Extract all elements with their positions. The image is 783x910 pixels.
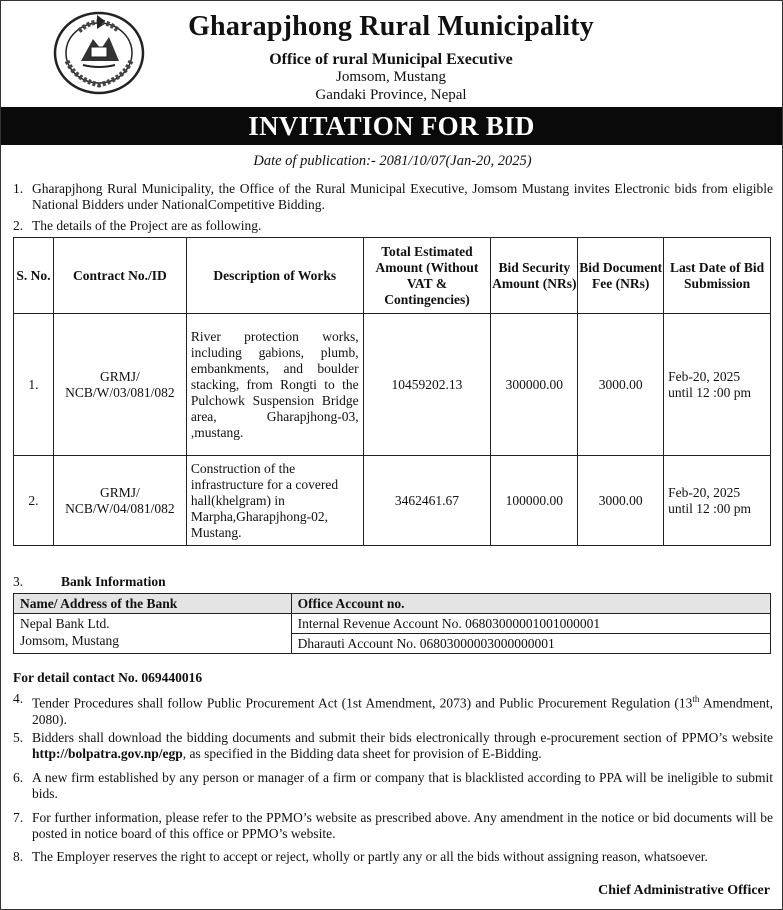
contract-id: NCB/W/04/081/082 xyxy=(65,500,175,516)
point-number: 8. xyxy=(13,849,24,864)
cell-fee: 3000.00 xyxy=(578,456,664,546)
cell-sn: 2. xyxy=(14,456,54,546)
point-number: 7. xyxy=(13,810,24,825)
point-2 xyxy=(13,218,773,234)
cell-security: 300000.00 xyxy=(491,314,578,456)
point-text-part: Amendment, 2080). xyxy=(32,695,773,727)
bank-address: Jomsom, Mustang xyxy=(20,633,120,648)
header-last-date: Last Date of Bid Submission xyxy=(664,238,771,314)
point-5 xyxy=(13,730,773,762)
contact-number: For detail contact No. 069440016 xyxy=(13,670,203,685)
cell-description: Construction of the infrastructure for a covered hall(khelgram) in Marpha,Gharapjhong-02, Mustang. xyxy=(186,456,363,546)
last-time: until 12 :00 pm xyxy=(668,500,752,516)
contract-prefix: GRMJ/ xyxy=(99,484,140,500)
cell-amount: 3462461.67 xyxy=(363,456,491,546)
cell-fee: 3000.00 xyxy=(578,314,664,456)
point-7 xyxy=(13,810,773,842)
point-number: 4. xyxy=(13,691,24,706)
header-account: Office Account no. xyxy=(291,594,770,614)
cell-last-date xyxy=(664,456,771,546)
invitation-banner: INVITATION FOR BID xyxy=(1,107,782,145)
point-text xyxy=(32,691,773,728)
publication-date: Date of publication:- 2081/10/07(Jan-20, 2025) xyxy=(253,153,532,169)
cell-description: River protection works, including gabions, plumb, embankments, and boulder stacking, from Rongti to the Pulchowk Suspension Bridge area, Gharapjhong-03, ,mustang. xyxy=(186,314,363,456)
address-line-1: Jomsom, Mustang xyxy=(335,69,446,85)
point-text: A new firm established by any person or manager of a firm or company that is blacklisted according to PPA will be ineligible to submit bids. xyxy=(32,770,773,801)
address-line-2: Gandaki Province, Nepal xyxy=(315,87,467,103)
cell-contract xyxy=(53,314,186,456)
office-name: Office of rural Municipal Executive xyxy=(269,51,513,68)
point-6 xyxy=(13,770,773,802)
point-text xyxy=(32,730,773,762)
cell-bank xyxy=(14,614,292,654)
table-row xyxy=(14,456,771,546)
project-table xyxy=(13,237,771,546)
cell-contract xyxy=(53,456,186,546)
cell-account-2: Dharauti Account No. 06803000003000000001 xyxy=(291,634,770,654)
cell-sn: 1. xyxy=(14,314,54,456)
point-number: 2. xyxy=(13,218,24,233)
contract-id: NCB/W/03/081/082 xyxy=(65,384,175,400)
point-number: 5. xyxy=(13,730,24,745)
bank-row xyxy=(14,614,771,634)
point-8 xyxy=(13,849,773,865)
last-time: until 12 :00 pm xyxy=(668,384,752,400)
header-contract: Contract No./ID xyxy=(53,238,186,314)
municipality-emblem-icon xyxy=(53,9,145,95)
point-4 xyxy=(13,691,773,728)
last-date: Feb-20, 2025 xyxy=(668,368,741,384)
point-text: For further information, please refer to the PPMO’s website as prescribed above. Any amendment in the notice or bid documents will be posted in notice board of this office or PPMO’s website. xyxy=(32,810,773,841)
ppmo-website-link[interactable]: http://bolpatra.gov.np/egp xyxy=(32,746,183,761)
header-bank: Name/ Address of the Bank xyxy=(14,594,292,614)
last-date: Feb-20, 2025 xyxy=(668,484,741,500)
point-text: Gharapjhong Rural Municipality, the Office of the Rural Municipal Executive, Jomsom Mustang invites Electronic bids from eligible National Bidders under NationalCompetitive Bidding. xyxy=(32,181,773,212)
cell-last-date xyxy=(664,314,771,456)
bank-name: Nepal Bank Ltd. xyxy=(20,616,110,631)
bank-section-title: Bank Information xyxy=(61,574,166,589)
header-description: Description of Works xyxy=(186,238,363,314)
point-number: 1. xyxy=(13,181,24,196)
bank-section-heading xyxy=(13,574,166,590)
contract-prefix: GRMJ/ xyxy=(99,368,140,384)
bank-table xyxy=(13,593,771,654)
table-row xyxy=(14,314,771,456)
cell-security: 100000.00 xyxy=(491,456,578,546)
header-security: Bid Security Amount (NRs) xyxy=(491,238,578,314)
point-number: 3. xyxy=(13,574,24,589)
point-text-part: Bidders shall download the bidding documents and submit their bids electronically through e-procurement section of PPMO’s website xyxy=(32,730,773,745)
point-number: 6. xyxy=(13,770,24,785)
table-header-row xyxy=(14,238,771,314)
point-1 xyxy=(13,181,773,213)
header-amount: Total Estimated Amount (Without VAT & Contingencies) xyxy=(363,238,491,314)
cell-amount: 10459202.13 xyxy=(363,314,491,456)
bank-header-row xyxy=(14,594,771,614)
municipality-title: Gharapjhong Rural Municipality xyxy=(188,11,594,42)
point-text-part: , as specified in the Bidding data sheet for provision of E-Bidding. xyxy=(182,746,542,761)
point-text: The details of the Project are as following. xyxy=(32,218,262,233)
header-sn: S. No. xyxy=(14,238,54,314)
cell-account-1: Internal Revenue Account No. 06803000001001000001 xyxy=(291,614,770,634)
signature-title: Chief Administrative Officer xyxy=(598,883,770,898)
header-fee: Bid Document Fee (NRs) xyxy=(578,238,664,314)
point-text: The Employer reserves the right to accept or reject, wholly or partly any or all the bids without assigning reason, whatsoever. xyxy=(32,849,708,864)
point-text-part: Tender Procedures shall follow Public Procurement Act (1st Amendment, 2073) and Public Procurement Regulation (13 xyxy=(32,695,693,711)
superscript: th xyxy=(692,694,700,704)
